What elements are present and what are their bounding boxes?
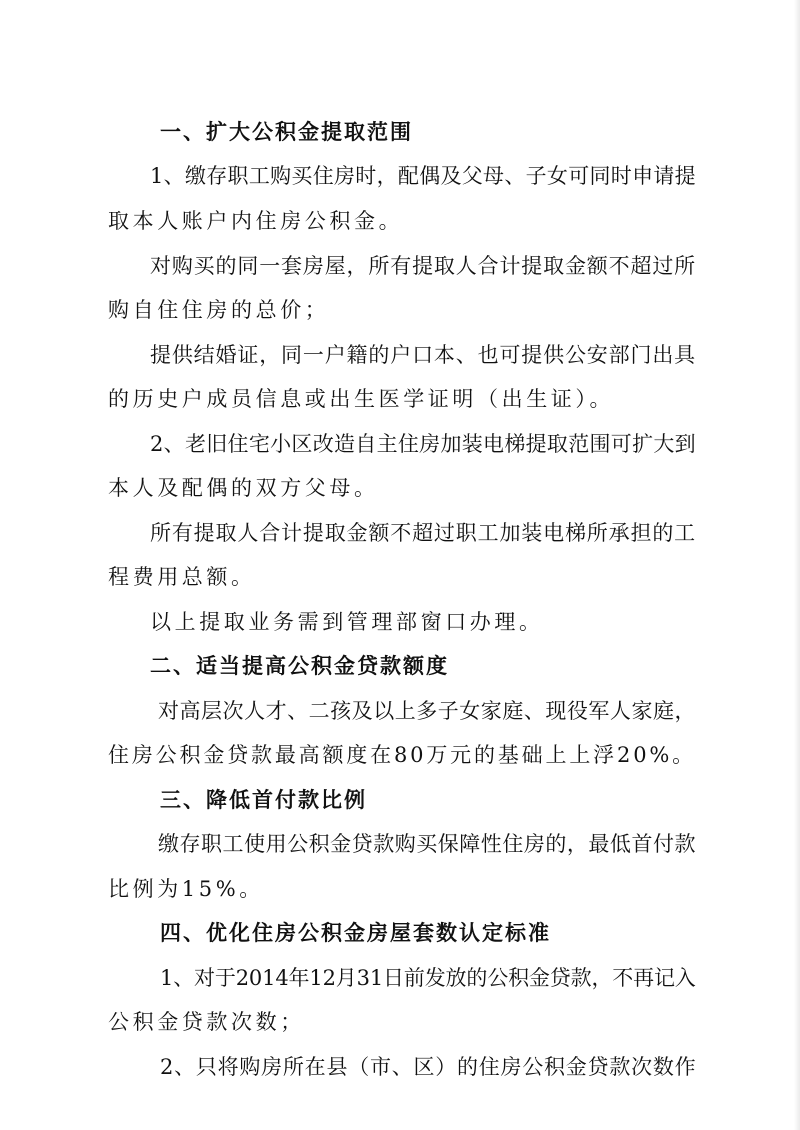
- section-1-heading: 一、扩大公积金提取范围: [160, 120, 413, 144]
- scan-edge-shading: [794, 0, 800, 1130]
- section-1-line-9: 所有提取人合计提取金额不超过职工加装电梯所承担的工: [150, 521, 696, 545]
- section-1-line-4: 购自住住房的总价；: [108, 298, 330, 322]
- section-3-line-2: 比例为15%。: [108, 877, 264, 901]
- section-3-line-1: 缴存职工使用公积金贷款购买保障性住房的，最低首付款: [158, 832, 696, 856]
- section-2-line-2: 住房公积金贷款最高额度在80万元的基础上上浮20%。: [108, 743, 696, 767]
- section-1-line-2: 取本人账户内住房公积金。: [108, 209, 404, 233]
- section-1-line-11: 以上提取业务需到管理部窗口办理。: [150, 610, 544, 634]
- section-1-line-8: 本人及配偶的双方父母。: [108, 476, 379, 500]
- section-2-line-1: 对高层次人才、二孩及以上多子女家庭、现役军人家庭，: [158, 699, 696, 723]
- section-4-line-3: 2、只将购房所在县（市、区）的住房公积金贷款次数作: [160, 1055, 697, 1079]
- section-1-line-5: 提供结婚证，同一户籍的户口本、也可提供公安部门出具: [150, 343, 696, 367]
- section-1-line-1: 1、缴存职工购买住房时，配偶及父母、子女可同时申请提: [150, 164, 696, 188]
- section-1-line-7: 2、老旧住宅小区改造自主住房加装电梯提取范围可扩大到: [150, 432, 696, 456]
- section-4-line-2: 公积金贷款次数；: [108, 1010, 305, 1034]
- section-1-line-10: 程费用总额。: [108, 565, 256, 589]
- section-4-heading: 四、优化住房公积金房屋套数认定标准: [160, 921, 551, 945]
- section-2-heading: 二、适当提高公积金贷款额度: [150, 654, 449, 678]
- section-1-line-3: 对购买的同一套房屋，所有提取人合计提取金额不超过所: [150, 254, 696, 278]
- section-3-heading: 三、降低首付款比例: [160, 788, 367, 812]
- section-4-line-1: 1、对于2014年12月31日前发放的公积金贷款，不再记入: [160, 966, 696, 990]
- section-1-line-6: 的历史户成员信息或出生医学证明（出生证）。: [108, 387, 615, 411]
